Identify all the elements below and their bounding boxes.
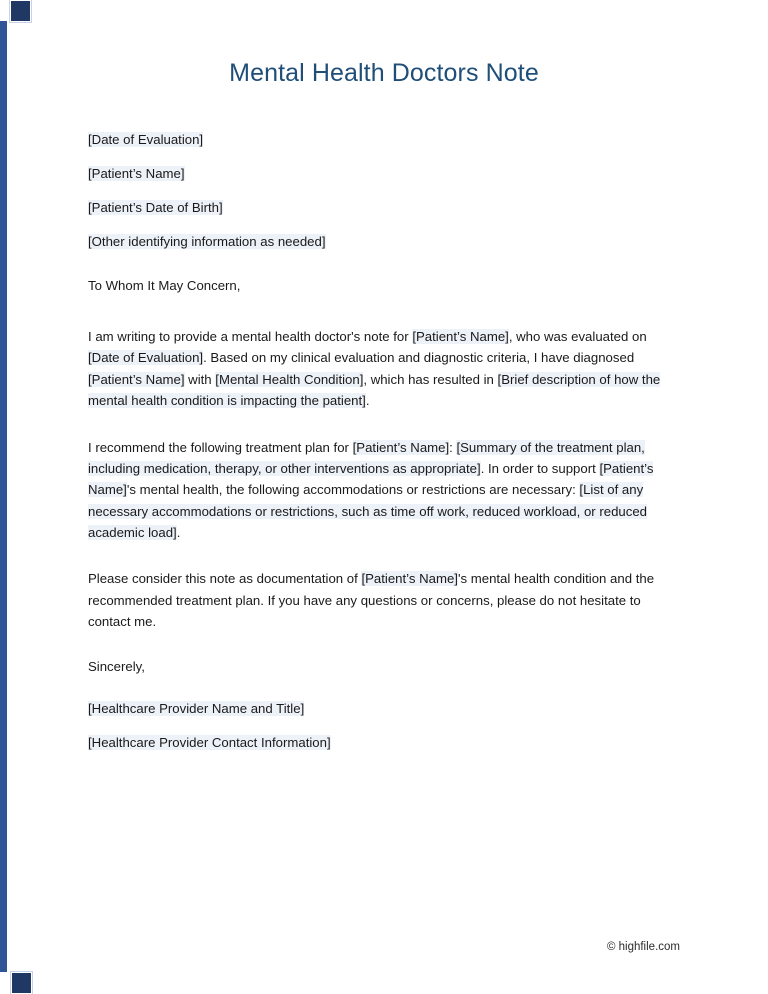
placeholder-patient-dob: [Patient’s Date of Birth] (88, 200, 223, 215)
bottom-corner-square (11, 972, 32, 994)
placeholder-provider-name-title: [Healthcare Provider Name and Title] (88, 701, 305, 716)
p2-text-2: : (449, 439, 457, 455)
closing-line: Sincerely, (88, 658, 145, 674)
p1-text-2: , who was evaluated on (508, 329, 647, 344)
signature-block (88, 701, 680, 752)
placeholder-patient-name: [Patient’s Name] (88, 166, 185, 181)
p2-text-4: 's mental health, the following accommodations or restrictions are necessary: (126, 482, 580, 498)
p3-text-2: 's mental health condition and the recommended treatment plan. If you have any questions or concerns, please do not hesitate to contact me. (88, 571, 655, 630)
field-date-of-evaluation (88, 132, 680, 149)
field-provider-contact-info (88, 735, 680, 752)
p1-text-1: I am writing to provide a mental health doctor's note for (88, 329, 413, 344)
p1-text-5: , which has resulted in (363, 371, 498, 387)
paragraph-evaluation (88, 326, 680, 412)
p1-placeholder-patient-name-2: [Patient’s Name] (88, 371, 185, 387)
p1-placeholder-patient-name-1: [Patient’s Name] (412, 329, 509, 344)
placeholder-other-identifying-info: [Other identifying information as needed] (88, 234, 326, 249)
header-fields-block (88, 132, 680, 251)
field-patient-dob (88, 200, 680, 217)
placeholder-date-of-evaluation: [Date of Evaluation] (88, 132, 204, 147)
top-corner-square (10, 0, 31, 22)
left-accent-bar (0, 21, 7, 972)
p1-placeholder-date-of-evaluation: [Date of Evaluation] (88, 350, 204, 366)
page-title: Mental Health Doctors Note (229, 59, 539, 87)
p1-text-3: . Based on my clinical evaluation and diagnostic criteria, I have diagnosed (203, 350, 635, 366)
p2-text-3: . In order to support (480, 460, 600, 476)
p2-text-1: I recommend the following treatment plan for (88, 439, 353, 455)
field-provider-name-title (88, 701, 680, 718)
p3-placeholder-patient-name: [Patient’s Name] (361, 571, 458, 587)
p2-placeholder-accommodations-list: [List of any necessary accommodations or restrictions, such as time off work, reduced workload, or reduced academic load] (88, 482, 648, 540)
p3-text-1: Please consider this note as documentation of (88, 571, 362, 587)
field-other-identifying-info (88, 234, 680, 251)
paragraph-treatment-plan (88, 437, 680, 544)
footer-attribution: © highfile.com (606, 941, 680, 953)
salutation: To Whom It May Concern, (88, 277, 241, 293)
paragraph-documentation (88, 568, 680, 632)
p2-placeholder-patient-name-1: [Patient’s Name] (352, 439, 450, 455)
p2-placeholder-patient-name-2: [Patient’s Name] (88, 460, 654, 498)
placeholder-provider-contact-info: [Healthcare Provider Contact Information] (88, 735, 331, 750)
p2-placeholder-treatment-summary: [Summary of the treatment plan, including medication, therapy, or other interventions as appropriate] (88, 439, 645, 476)
document-content (88, 0, 680, 752)
field-patient-name (88, 166, 680, 183)
p1-placeholder-mental-health-condition: [Mental Health Condition] (215, 371, 364, 387)
p2-text-5: . (176, 525, 181, 540)
p1-text-4: with (184, 371, 216, 387)
p1-placeholder-impact-description: [Brief description of how the mental health condition is impacting the patient] (88, 371, 661, 409)
p1-text-6: . (365, 393, 370, 409)
